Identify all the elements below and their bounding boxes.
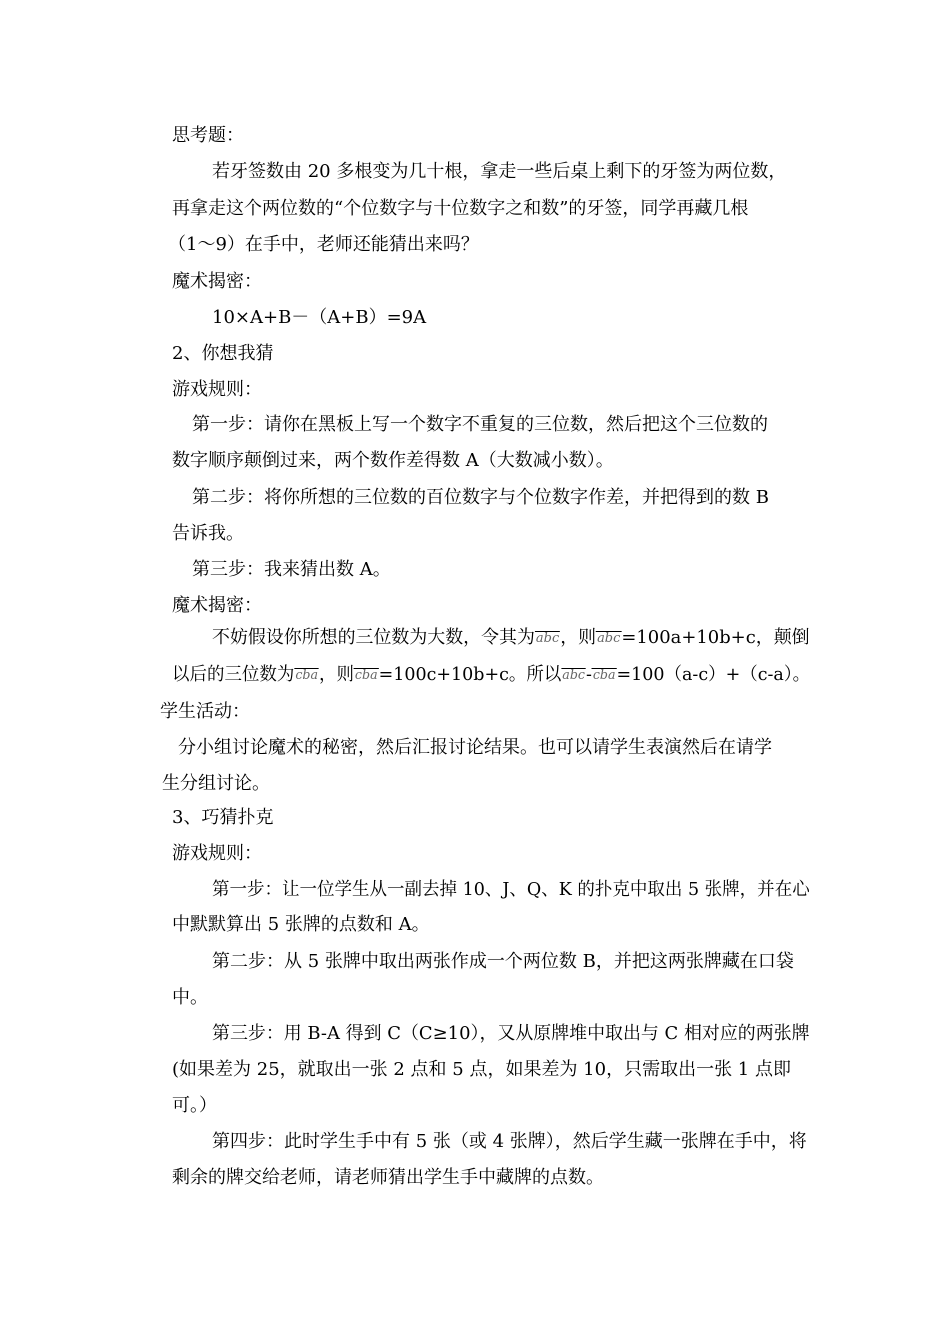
- magic-explanation-line-2: 以后的三位数为cba，则cba=100c+10b+c。所以abc-cba=100（a-c）+（c-a）。: [172, 664, 811, 685]
- paragraph-line: 中。: [172, 987, 208, 1008]
- paragraph-line: 第四步：此时学生手中有 5 张（或 4 张牌），然后学生藏一张牌在手中，将: [212, 1131, 807, 1152]
- heading-magic-reveal: 魔术揭密：: [172, 271, 262, 292]
- paragraph-line: 第三步：我来猜出数 A。: [192, 559, 391, 580]
- formula-line: 10×A+B－（A+B）=9A: [212, 307, 427, 328]
- overline-cba: cba: [354, 668, 378, 683]
- paragraph-line: 生分组讨论。: [162, 773, 270, 794]
- paragraph-line: 第二步：从 5 张牌中取出两张作成一个两位数 B，并把这两张牌藏在口袋: [212, 951, 794, 972]
- paragraph-line: （1～9）在手中，老师还能猜出来吗？: [168, 234, 479, 255]
- paragraph-line: 可。）: [172, 1095, 217, 1116]
- section-title-you-think-i-guess: 2、你想我猜: [172, 343, 274, 364]
- paragraph-line: 剩余的牌交给老师，请老师猜出学生手中藏牌的点数。: [172, 1167, 604, 1188]
- magic-explanation-line-1: 不妨假设你所想的三位数为大数，令其为abc，则abc=100a+10b+c，颠倒: [212, 627, 810, 648]
- paragraph-line: 第一步：让一位学生从一副去掉 10、J、Q、K 的扑克中取出 5 张牌，并在心: [212, 879, 810, 900]
- paragraph-line: 中默默算出 5 张牌的点数和 A。: [172, 914, 430, 935]
- paragraph-line: 数字顺序颠倒过来，两个数作差得数 A（大数减小数）。: [172, 450, 614, 471]
- paragraph-line: (如果差为 25，就取出一张 2 点和 5 点，如果差为 10，只需取出一张 1 点即: [172, 1059, 791, 1080]
- overline-cba: cba: [295, 668, 319, 683]
- paragraph-line: 第三步：用 B-A 得到 C（C≥10），又从原牌堆中取出与 C 相对应的两张牌: [212, 1023, 810, 1044]
- heading-thinking-question: 思考题：: [172, 125, 244, 146]
- overline-abc: abc: [535, 631, 560, 646]
- paragraph-line: 再拿走这个两位数的“个位数字与十位数字之和数”的牙签，同学再藏几根: [172, 198, 749, 219]
- heading-magic-reveal: 魔术揭密：: [172, 595, 262, 616]
- heading-game-rules: 游戏规则：: [172, 843, 262, 864]
- section-title-guess-poker: 3、巧猜扑克: [172, 807, 274, 828]
- heading-student-activity: 学生活动：: [160, 701, 250, 722]
- paragraph-line: 分小组讨论魔术的秘密，然后汇报讨论结果。也可以请学生表演然后在请学: [178, 737, 772, 758]
- overline-abc: abc: [597, 631, 621, 646]
- heading-game-rules: 游戏规则：: [172, 379, 262, 400]
- paragraph-line: 第一步：请你在黑板上写一个数字不重复的三位数，然后把这个三位数的: [192, 414, 768, 435]
- overline-abc: abc: [562, 668, 585, 683]
- paragraph-line: 若牙签数由 20 多根变为几十根，拿走一些后桌上剩下的牙签为两位数，: [212, 161, 787, 182]
- paragraph-line: 告诉我。: [172, 523, 244, 544]
- overline-cba: cba: [592, 668, 616, 683]
- paragraph-line: 第二步：将你所想的三位数的百位数字与个位数字作差，并把得到的数 B: [192, 487, 769, 508]
